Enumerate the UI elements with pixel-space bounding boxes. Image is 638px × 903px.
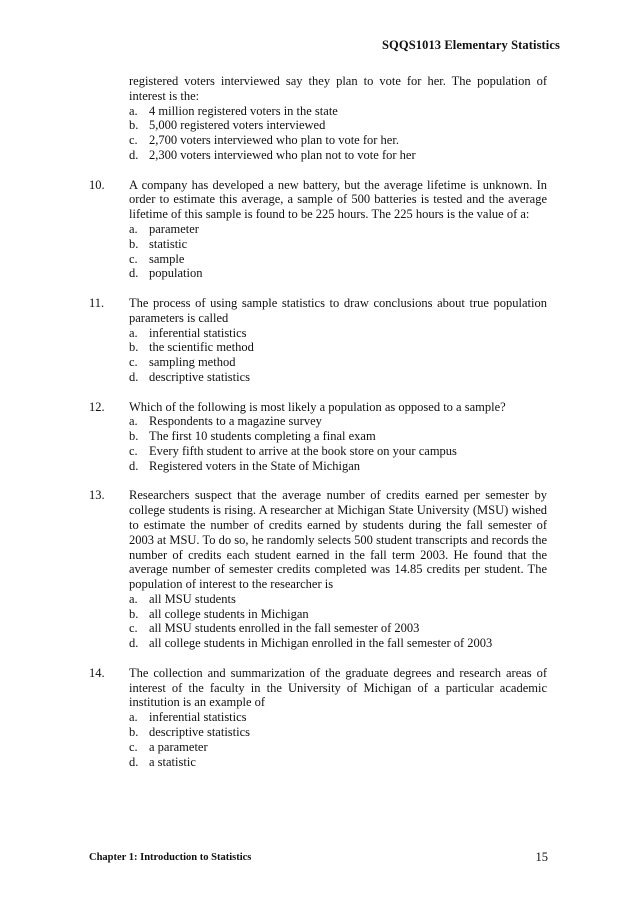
question-stem: The collection and summarization of the graduate degrees and research areas of interest of the faculty in the University of Michigan of a particular academic institution is an example of (129, 665, 547, 710)
answer-option (129, 444, 547, 459)
option-letter: b. (129, 340, 139, 355)
question-14 (89, 666, 547, 770)
option-text: parameter (149, 221, 199, 236)
option-text: descriptive statistics (149, 725, 251, 740)
answer-option (129, 340, 547, 355)
option-text: Respondents to a magazine survey (149, 414, 322, 429)
option-text: 4 million registered voters in the state (149, 103, 338, 118)
answer-option (129, 222, 547, 237)
option-letter: b. (129, 429, 139, 444)
option-text: all MSU students (149, 591, 236, 606)
option-letter: b. (129, 236, 139, 251)
option-text: 2,700 voters interviewed who plan to vote for her. (149, 133, 399, 148)
option-text: descriptive statistics (149, 369, 251, 384)
answer-option (129, 104, 547, 119)
option-letter: c. (129, 443, 138, 458)
option-letter: a. (129, 103, 138, 118)
page-number: 15 (535, 850, 548, 864)
question-stem: The process of using sample statistics to draw conclusions about true population parameters is called (129, 295, 547, 325)
option-text: statistic (149, 236, 188, 251)
option-letter: d. (129, 147, 139, 162)
question-11 (89, 296, 547, 385)
option-letter: c. (129, 251, 138, 266)
answer-option (129, 148, 547, 163)
option-text: inferential statistics (149, 710, 247, 725)
answer-option (129, 592, 547, 607)
option-letter: d. (129, 754, 139, 769)
option-letter: c. (129, 133, 138, 148)
question-number: 14. (89, 665, 105, 680)
option-text: sample (149, 251, 185, 266)
question-number: 10. (89, 177, 105, 192)
question-number: 12. (89, 399, 105, 414)
answer-option (129, 621, 547, 636)
option-letter: a. (129, 591, 138, 606)
answer-option (129, 414, 547, 429)
question-12 (89, 400, 547, 474)
answer-option (129, 429, 547, 444)
option-letter: a. (129, 414, 138, 429)
option-letter: d. (129, 266, 139, 281)
answer-option (129, 740, 547, 755)
question-stem: registered voters interviewed say they plan to vote for her. The population of interest is the: (129, 74, 547, 103)
answer-option (129, 755, 547, 770)
option-text: all college students in Michigan (149, 606, 309, 621)
answer-option (129, 252, 547, 267)
answer-option (129, 133, 547, 148)
option-text: The first 10 students completing a final exam (149, 429, 376, 444)
option-text: a parameter (149, 739, 208, 754)
option-letter: b. (129, 725, 139, 740)
option-text: Every fifth student to arrive at the book store on your campus (149, 443, 457, 458)
option-text: Registered voters in the State of Michigan (149, 458, 361, 473)
answer-option (129, 118, 547, 133)
option-text: all MSU students enrolled in the fall semester of 2003 (149, 621, 420, 636)
option-text: the scientific method (149, 340, 254, 355)
option-letter: b. (129, 606, 139, 621)
answer-option (129, 607, 547, 622)
option-letter: d. (129, 636, 139, 651)
running-header: SQQS1013 Elementary Statistics (382, 38, 560, 52)
option-letter: c. (129, 355, 138, 370)
option-text: 2,300 voters interviewed who plan not to vote for her (149, 147, 416, 162)
question-10 (89, 178, 547, 282)
option-text: 5,000 registered voters interviewed (149, 118, 326, 133)
chapter-footer: Chapter 1: Introduction to Statistics (89, 852, 252, 863)
option-text: all college students in Michigan enrolled in the fall semester of 2003 (149, 636, 493, 651)
answer-option (129, 370, 547, 385)
question-stem: Researchers suspect that the average number of credits earned per semester by college students is rising. A researcher at Michigan State University (MSU) wished to estimate the number of credits earned by students during the fall semester of 2003 at MSU. To do so, he randomly selects 500 student transcripts and records the number of credits each student earned in the fall term 2003. He found that the average number of semester credits completed was 14.85 credits per student. The population of interest to the researcher is (129, 488, 547, 592)
answer-option (129, 237, 547, 252)
answer-option (129, 636, 547, 651)
question-number: 13. (89, 488, 105, 503)
answer-option (129, 355, 547, 370)
answer-option (129, 326, 547, 341)
option-text: population (149, 266, 203, 281)
option-letter: d. (129, 369, 139, 384)
answer-option (129, 710, 547, 725)
question-list (89, 74, 547, 784)
option-letter: a. (129, 325, 138, 340)
option-text: a statistic (149, 754, 196, 769)
option-letter: a. (129, 710, 138, 725)
question-stem: Which of the following is most likely a population as opposed to a sample? (129, 399, 506, 414)
option-letter: c. (129, 621, 138, 636)
option-letter: c. (129, 739, 138, 754)
answer-option (129, 725, 547, 740)
option-letter: d. (129, 458, 139, 473)
question-continuation (89, 74, 547, 163)
option-text: sampling method (149, 355, 236, 370)
question-13 (89, 488, 547, 651)
option-letter: b. (129, 118, 139, 133)
answer-option (129, 459, 547, 474)
question-number: 11. (89, 295, 105, 310)
question-stem: A company has developed a new battery, but the average lifetime is unknown. In order to estimate this average, a sample of 500 batteries is tested and the average lifetime of this sample is found to be 225 hours. The 225 hours is the value of a: (129, 177, 547, 222)
answer-option (129, 266, 547, 281)
option-text: inferential statistics (149, 325, 247, 340)
option-letter: a. (129, 221, 138, 236)
